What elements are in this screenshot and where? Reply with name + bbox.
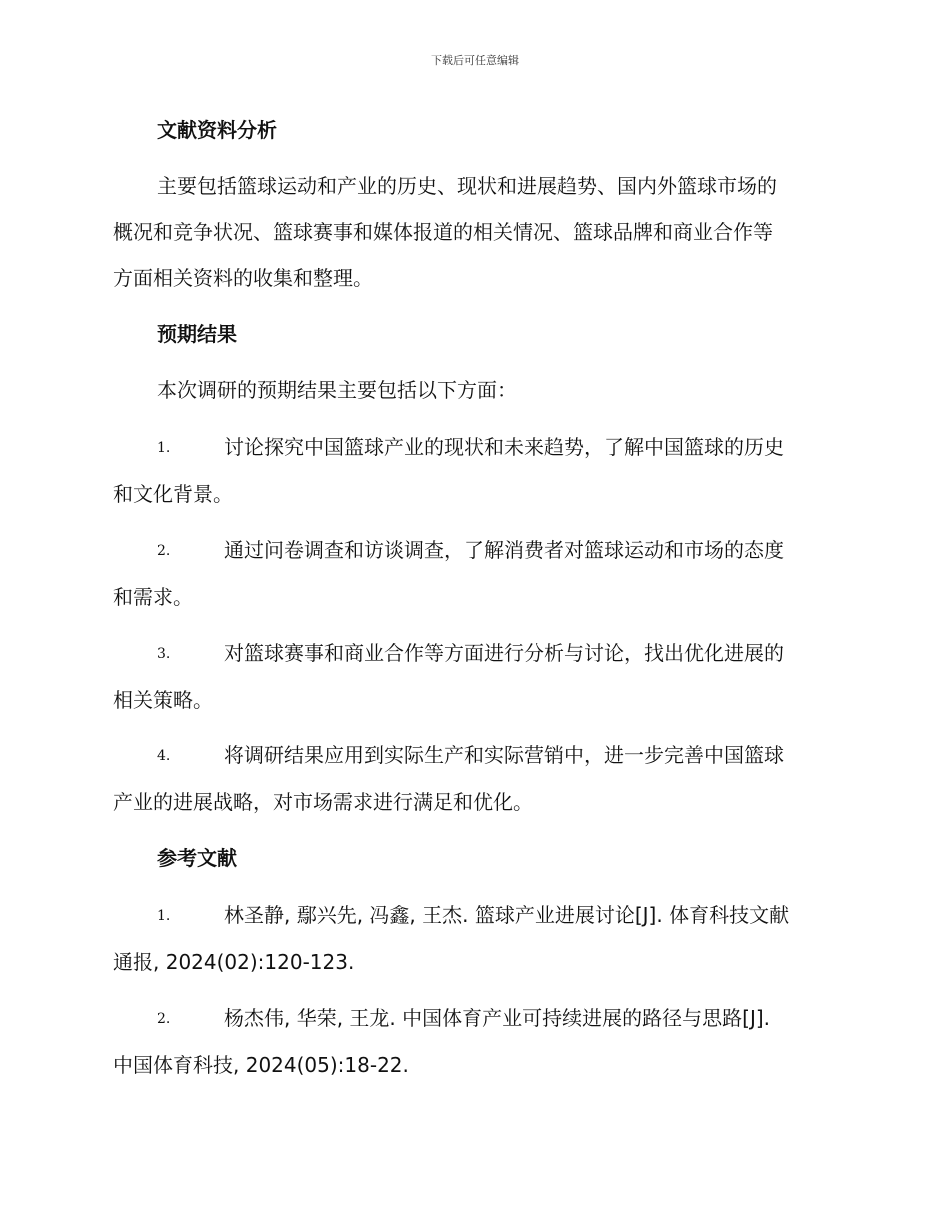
list-number: 1. [157, 908, 171, 924]
reference-continuation: 通报, 2024(02):120-123. [113, 950, 355, 974]
list-number: 2. [157, 1011, 171, 1027]
list-number: 4. [157, 748, 171, 764]
reference-text: 杨杰伟, 华荣, 王龙. 中国体育产业可持续进展的路径与思路[J]. [224, 1006, 771, 1030]
list-item-continuation: 相关策略。 [113, 688, 213, 712]
list-item-continuation: 和需求。 [113, 585, 193, 609]
reference-text: 林圣静, 鄢兴先, 冯鑫, 王杰. 篮球产业进展讨论[J]. 体育科技文献 [224, 903, 790, 927]
reference-item-1 [113, 892, 843, 985]
expected-item-3 [113, 630, 843, 723]
literature-paragraph [113, 163, 843, 301]
list-item-continuation: 和文化背景。 [113, 482, 233, 506]
expected-item-4 [113, 732, 843, 825]
expected-item-1 [113, 424, 843, 517]
paragraph-line: 概况和竞争状况、篮球赛事和媒体报道的相关情况、篮球品牌和商业合作等 [113, 220, 773, 244]
section-heading-references: 参考文献 [157, 846, 237, 870]
reference-item-2 [113, 995, 843, 1088]
list-number: 3. [157, 646, 171, 662]
list-item-continuation: 产业的进展战略，对市场需求进行满足和优化。 [113, 790, 533, 814]
page-header-note: 下载后可任意编辑 [431, 54, 519, 67]
paragraph-line: 方面相关资料的收集和整理。 [113, 266, 373, 290]
list-number: 1. [157, 440, 171, 456]
expected-item-2 [113, 527, 843, 620]
list-item-text: 通过问卷调查和访谈调查，了解消费者对篮球运动和市场的态度 [224, 538, 784, 562]
list-item-text: 讨论探究中国篮球产业的现状和未来趋势，了解中国篮球的历史 [224, 435, 784, 459]
paragraph-line: 主要包括篮球运动和产业的历史、现状和进展趋势、国内外篮球市场的 [157, 174, 777, 198]
section-heading-literature: 文献资料分析 [157, 118, 277, 142]
list-number: 2. [157, 543, 171, 559]
reference-continuation: 中国体育科技, 2024(05):18-22. [113, 1053, 409, 1077]
section-heading-expected: 预期结果 [157, 322, 237, 346]
list-item-text: 对篮球赛事和商业合作等方面进行分析与讨论，找出优化进展的 [224, 641, 784, 665]
paragraph-line: 本次调研的预期结果主要包括以下方面： [157, 378, 517, 402]
list-item-text: 将调研结果应用到实际生产和实际营销中，进一步完善中国篮球 [224, 743, 784, 767]
expected-intro [113, 367, 843, 413]
